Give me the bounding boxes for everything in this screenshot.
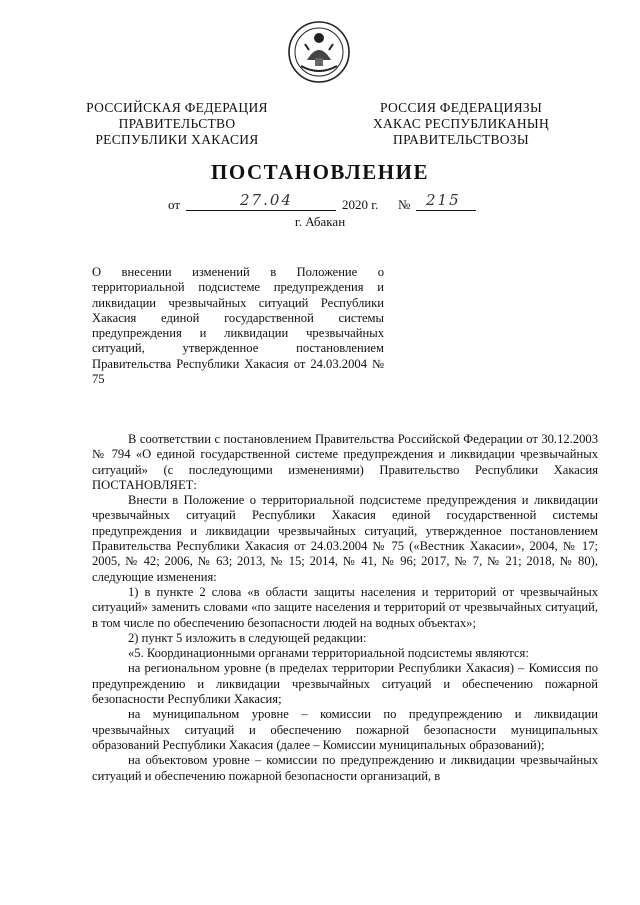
paragraph: В соответствии с постановлением Правительства Российской Федерации от 30.12.2003 № 794 «О единой государственной системе предупреждения и ликвидации чрезвычайных ситуаций» (с последующими изменениями) Правительство Республики Хакасия ПОСТАНОВЛЯЕТ:: [92, 432, 598, 492]
document-subject: О внесении изменений в Положение о территориальной подсистеме предупреждения и ликвидации чрезвычайных ситуаций Республики Хакасия единой государственной системы предупреждения и ликвидации чрезвычайных ситуаций, утвержденное постановлением Правительства Республики Хакасия от 24.03.2004 № 75: [92, 265, 384, 387]
header-right-line: ХАКАС РЕСПУБЛИКАНЫҢ: [372, 116, 550, 131]
number-handwritten: 215: [426, 191, 461, 209]
header-left-line: РОССИЙСКАЯ ФЕДЕРАЦИЯ: [86, 100, 268, 115]
header-right: [366, 100, 556, 148]
paragraph: на региональном уровне (в пределах территории Республики Хакасия) – Комиссия по предупреждению и ликвидации чрезвычайных ситуаций и обеспечению пожарной безопасности Республики Хакасия;: [92, 661, 598, 707]
header-left-line: РЕСПУБЛИКИ ХАКАСИЯ: [95, 132, 259, 147]
city: г. Абакан: [294, 214, 346, 229]
paragraph: Внести в Положение о территориальной подсистеме предупреждения и ликвидации чрезвычайных ситуаций Республики Хакасия единой государственной системы предупреждения и ликвидации чрезвычайных ситуаций, утвержденное постановлением Правительства Республики Хакасия от 24.03.2004 № 75 («Вестник Хакасии», 2004, № 17; 2005, № 42; 2006, № 63; 2013, № 15; 2014, № 41, № 96; 2017, № 7, № 21; 2018, № 80), следующие изменения:: [92, 493, 598, 584]
document-title: ПОСТАНОВЛЕНИЕ: [211, 160, 429, 184]
header-right-line: РОССИЯ ФЕДЕРАЦИЯЗЫ: [379, 100, 543, 115]
coat-of-arms-icon: [287, 20, 351, 84]
number-label: №: [398, 197, 411, 212]
paragraph: на муниципальном уровне – комиссии по предупреждению и ликвидации чрезвычайных ситуаций и обеспечению пожарной безопасности муниципальных образований Республики Хакасия (далее – Комиссии муниципальных образований);: [92, 707, 598, 752]
header-left-line: ПРАВИТЕЛЬСТВО: [118, 116, 236, 131]
year-label: 2020 г.: [342, 197, 379, 212]
paragraph: «5. Координационными органами территориальной подсистемы являются:: [128, 646, 529, 661]
document-body: [92, 432, 598, 784]
date-handwritten: 27.04: [240, 191, 293, 209]
paragraph: 1) в пункте 2 слова «в области защиты населения и территорий от чрезвычайных ситуаций» заменить словами «по защите населения и территорий от чрезвычайных ситуаций, в том числе по обеспечению безопасности людей на водных объектах»;: [92, 584, 598, 630]
paragraph: 2) пункт 5 изложить в следующей редакции:: [128, 630, 367, 645]
from-label: от: [168, 197, 181, 212]
paragraph: на объектовом уровне – комиссии по предупреждению и ликвидации чрезвычайных ситуаций и обеспечению пожарной безопасности организаций, в: [92, 753, 598, 783]
header-right-line: ПРАВИТЕЛЬСТВОЗЫ: [393, 132, 529, 147]
header-left: [82, 100, 272, 148]
